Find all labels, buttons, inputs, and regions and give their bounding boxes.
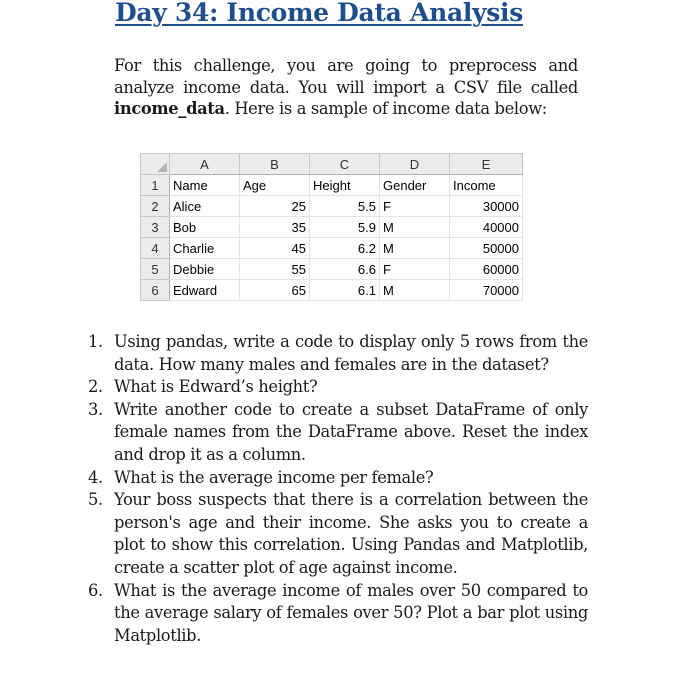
cell-name[interactable]: Alice [170, 196, 240, 217]
cell-age[interactable]: 35 [240, 217, 310, 238]
cell-gender[interactable]: M [380, 238, 450, 259]
select-all-corner[interactable] [141, 154, 170, 175]
cell-gender[interactable]: F [380, 196, 450, 217]
cell-income[interactable]: 30000 [450, 196, 523, 217]
cell-height[interactable]: 6.2 [310, 238, 380, 259]
question-item [88, 489, 588, 579]
question-item [88, 399, 588, 467]
table-row [141, 217, 523, 238]
cell-age[interactable]: 25 [240, 196, 310, 217]
column-header-e[interactable]: E [450, 154, 523, 175]
intro-text-before: For this challenge, you are going to preprocess and analyze income data. You will import a CSV file called [114, 56, 578, 97]
cell-age[interactable]: 45 [240, 238, 310, 259]
cell-income[interactable]: 70000 [450, 280, 523, 301]
header-cell-gender[interactable]: Gender [380, 175, 450, 196]
question-text: What is Edward’s height? [114, 377, 318, 397]
question-number: 6. [88, 580, 103, 600]
cell-height[interactable]: 6.6 [310, 259, 380, 280]
header-cell-age[interactable]: Age [240, 175, 310, 196]
select-all-triangle-icon [157, 162, 167, 172]
row-number[interactable]: 6 [141, 280, 170, 301]
question-item [88, 580, 588, 648]
cell-gender[interactable]: M [380, 280, 450, 301]
question-number: 1. [88, 332, 103, 351]
cell-income[interactable]: 40000 [450, 217, 523, 238]
cell-height[interactable]: 5.9 [310, 217, 380, 238]
cell-name[interactable]: Charlie [170, 238, 240, 259]
question-text: What is the average income of males over 50 compared to the average salary of females over 50? Plot a bar plot using Matplotlib. [114, 580, 588, 645]
page-title: Day 34: Income Data Analysis [115, 0, 524, 27]
table-header-row [141, 175, 523, 196]
cell-height[interactable]: 5.5 [310, 196, 380, 217]
table-row [141, 238, 523, 259]
column-header-row [141, 154, 523, 175]
row-number[interactable]: 4 [141, 238, 170, 259]
row-number[interactable]: 5 [141, 259, 170, 280]
intro-text-after: . Here is a sample of income data below: [224, 99, 547, 118]
question-number: 3. [88, 399, 103, 419]
intro-paragraph [114, 55, 578, 120]
table-row [141, 196, 523, 217]
row-number[interactable]: 2 [141, 196, 170, 217]
cell-age[interactable]: 65 [240, 280, 310, 301]
cell-name[interactable]: Bob [170, 217, 240, 238]
column-header-c[interactable]: C [310, 154, 380, 175]
header-cell-height[interactable]: Height [310, 175, 380, 196]
table-row [141, 280, 523, 301]
income-spreadsheet [140, 153, 523, 301]
cell-height[interactable]: 6.1 [310, 280, 380, 301]
cell-name[interactable]: Edward [170, 280, 240, 301]
intro-file-name: income_data [114, 99, 225, 118]
question-text: What is the average income per female? [114, 467, 434, 487]
cell-income[interactable]: 60000 [450, 259, 523, 280]
question-text: Write another code to create a subset DataFrame of only female names from the DataFrame above. Reset the index and drop it as a column. [114, 399, 588, 464]
cell-age[interactable]: 55 [240, 259, 310, 280]
header-cell-income[interactable]: Income [450, 175, 523, 196]
question-item [88, 331, 588, 376]
cell-income[interactable]: 50000 [450, 238, 523, 259]
table-row [141, 259, 523, 280]
question-number: 4. [88, 467, 103, 487]
question-item [88, 376, 588, 399]
question-number: 2. [88, 377, 103, 397]
column-header-a[interactable]: A [170, 154, 240, 175]
column-header-b[interactable]: B [240, 154, 310, 175]
row-number[interactable]: 1 [141, 175, 170, 196]
cell-gender[interactable]: F [380, 259, 450, 280]
question-number: 5. [88, 490, 103, 510]
question-text: Using pandas, write a code to display only 5 rows from the data. How many males and females are in the dataset? [114, 332, 588, 374]
column-header-d[interactable]: D [380, 154, 450, 175]
question-list [88, 331, 588, 647]
question-item [88, 467, 588, 490]
cell-gender[interactable]: M [380, 217, 450, 238]
header-cell-name[interactable]: Name [170, 175, 240, 196]
cell-name[interactable]: Debbie [170, 259, 240, 280]
row-number[interactable]: 3 [141, 217, 170, 238]
question-text: Your boss suspects that there is a correlation between the person's age and their income. She asks you to create a plot to show this correlation. Using Pandas and Matplotlib, create a scatter plot of age against income. [114, 490, 588, 577]
